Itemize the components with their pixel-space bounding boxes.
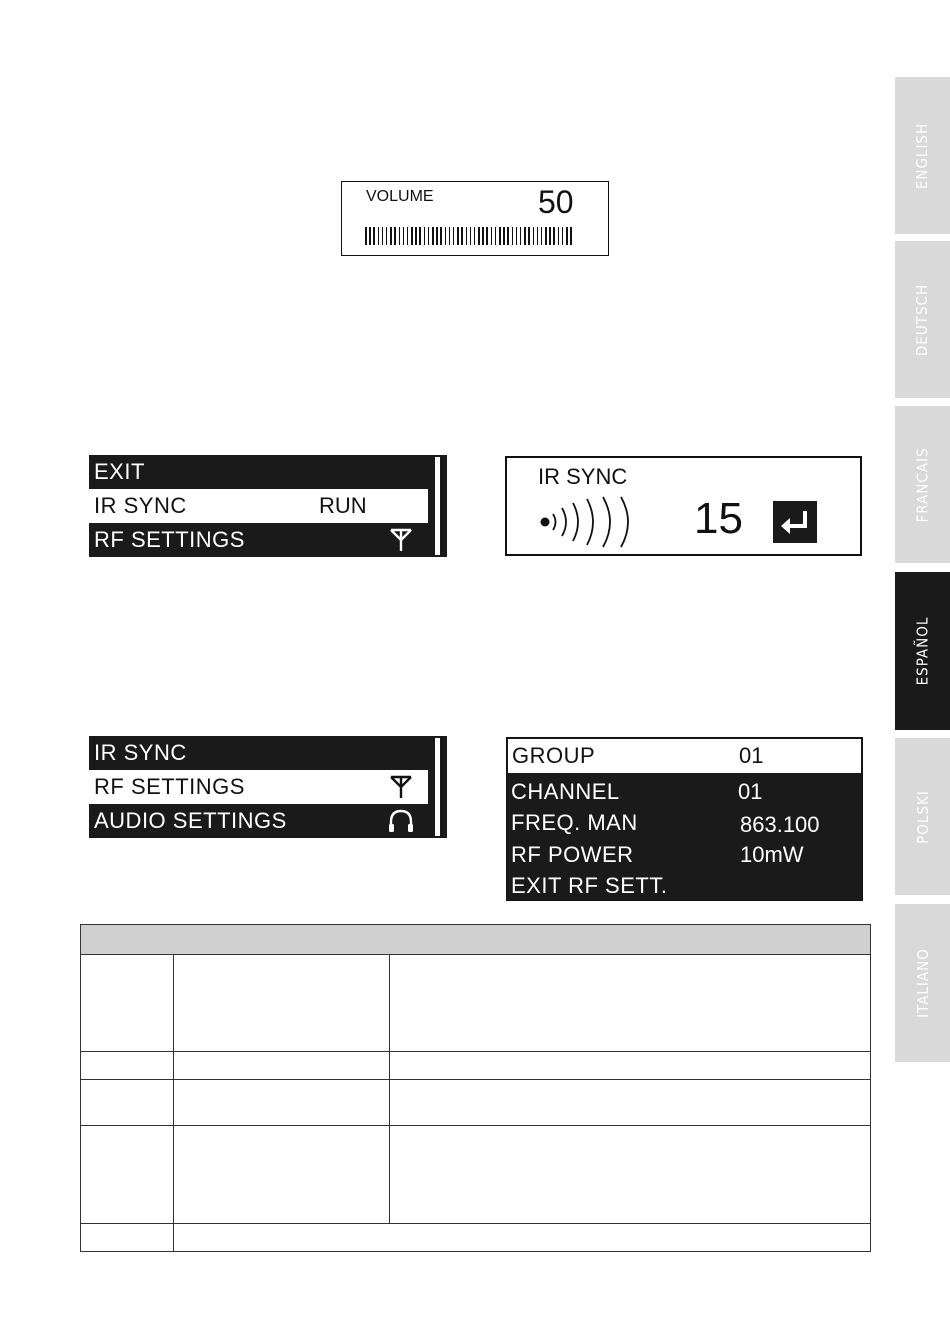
rf-row-label: GROUP <box>512 743 596 768</box>
lang-tab-label: FRANCAIS <box>913 446 932 523</box>
menu-item-rf-settings[interactable] <box>89 523 428 557</box>
volume-tick <box>512 227 514 245</box>
volume-tick <box>369 227 371 245</box>
volume-tick <box>445 227 447 245</box>
lang-tab-english[interactable] <box>895 77 950 234</box>
settings-table <box>80 924 871 1252</box>
rf-row-value: 863.100 <box>740 812 820 837</box>
table-divider <box>173 955 174 1252</box>
rf-row-channel[interactable] <box>507 775 862 808</box>
volume-tick <box>520 227 522 245</box>
menu-item-label: IR SYNC <box>94 740 187 765</box>
rf-row-label: RF POWER <box>511 842 634 867</box>
volume-value: 50 <box>538 184 574 220</box>
lang-tab-label: DEUTSCH <box>913 283 932 356</box>
rf-row-exit[interactable] <box>507 869 862 902</box>
antenna-icon <box>387 527 415 553</box>
volume-tick <box>449 227 451 245</box>
menu-ir-sync <box>89 455 447 557</box>
volume-tick <box>403 227 405 245</box>
lang-tab-label: ITALIANO <box>913 948 932 1018</box>
table-header <box>81 925 870 955</box>
volume-display <box>341 181 609 256</box>
lang-tab-italiano[interactable] <box>895 904 950 1062</box>
lang-tab-label: ENGLISH <box>913 122 932 189</box>
volume-tick <box>436 227 438 245</box>
volume-tick <box>478 227 480 245</box>
volume-tick <box>415 227 417 245</box>
volume-tick <box>549 227 551 245</box>
volume-tick <box>373 227 375 245</box>
volume-tick <box>407 227 409 245</box>
volume-tick <box>499 227 501 245</box>
scrollbar-thumb[interactable] <box>435 738 440 768</box>
menu-item-label: EXIT <box>94 459 145 484</box>
volume-tick <box>378 227 380 245</box>
volume-tick <box>411 227 413 245</box>
lang-tab-francais[interactable] <box>895 406 950 563</box>
volume-tick <box>566 227 568 245</box>
rf-row-label: CHANNEL <box>511 779 620 804</box>
volume-tick <box>440 227 442 245</box>
antenna-icon <box>387 774 415 800</box>
volume-label: VOLUME <box>366 188 434 205</box>
volume-tick <box>537 227 539 245</box>
volume-tick <box>466 227 468 245</box>
volume-tick <box>491 227 493 245</box>
volume-tick <box>470 227 472 245</box>
menu-item-ir-sync[interactable] <box>89 736 428 770</box>
volume-tick <box>365 227 367 245</box>
scrollbar[interactable] <box>428 455 447 557</box>
rf-row-value: 01 <box>738 779 763 804</box>
volume-tick <box>533 227 535 245</box>
volume-tick <box>382 227 384 245</box>
volume-tick <box>457 227 459 245</box>
ir-sync-display <box>505 456 862 556</box>
rf-row-label: FREQ. MAN <box>511 810 638 835</box>
volume-tick <box>419 227 421 245</box>
volume-tick <box>562 227 564 245</box>
volume-tick <box>424 227 426 245</box>
volume-tick <box>394 227 396 245</box>
rf-settings-display <box>506 737 863 901</box>
volume-tick <box>399 227 401 245</box>
menu-item-label: RF SETTINGS <box>94 774 245 799</box>
rf-row-rf-power[interactable] <box>507 838 862 871</box>
volume-tick <box>386 227 388 245</box>
table-divider <box>81 1079 870 1080</box>
volume-tick <box>570 227 572 245</box>
volume-tick <box>428 227 430 245</box>
menu-item-label: IR SYNC <box>94 493 187 518</box>
ir-sync-countdown: 15 <box>694 494 743 543</box>
menu-item-audio-settings[interactable] <box>89 804 428 838</box>
volume-tick <box>503 227 505 245</box>
rf-row-label: EXIT RF SETT. <box>511 873 668 898</box>
rf-row-value: 10mW <box>740 842 804 867</box>
volume-tick <box>474 227 476 245</box>
ir-waves-icon <box>535 494 655 550</box>
volume-tick <box>482 227 484 245</box>
volume-tick <box>545 227 547 245</box>
lang-tab-deutsch[interactable] <box>895 241 950 398</box>
volume-tick <box>558 227 560 245</box>
rf-row-value: 01 <box>739 743 764 768</box>
lang-tab-label: POLSKI <box>913 789 932 844</box>
scrollbar-thumb[interactable] <box>435 457 440 487</box>
volume-tick <box>541 227 543 245</box>
lang-tab-polski[interactable] <box>895 738 950 895</box>
table-divider <box>389 955 390 1223</box>
menu-item-label: RF SETTINGS <box>94 527 245 552</box>
menu-item-value: RUN <box>319 493 367 518</box>
rf-row-freq-man[interactable] <box>507 806 862 839</box>
enter-icon[interactable] <box>773 501 817 543</box>
lang-tab-label: ESPAÑOL <box>913 616 932 686</box>
volume-tick <box>390 227 392 245</box>
ir-sync-label: IR SYNC <box>538 464 628 489</box>
volume-level-bar <box>365 227 574 245</box>
menu-item-exit[interactable] <box>89 455 428 489</box>
table-divider <box>81 1051 870 1052</box>
table-divider <box>81 1125 870 1126</box>
lang-tab-espanol[interactable] <box>895 572 950 730</box>
headphones-icon <box>387 808 415 834</box>
scrollbar[interactable] <box>428 736 447 838</box>
menu-item-label: AUDIO SETTINGS <box>94 808 287 833</box>
volume-tick <box>528 227 530 245</box>
volume-tick <box>486 227 488 245</box>
volume-tick <box>453 227 455 245</box>
menu-item-ir-sync[interactable] <box>89 489 428 523</box>
volume-tick <box>432 227 434 245</box>
rf-row-group[interactable] <box>508 739 861 773</box>
volume-tick <box>507 227 509 245</box>
volume-tick <box>516 227 518 245</box>
menu-rf-settings <box>89 736 447 838</box>
volume-tick <box>553 227 555 245</box>
volume-tick <box>461 227 463 245</box>
volume-tick <box>495 227 497 245</box>
volume-tick <box>524 227 526 245</box>
menu-item-rf-settings[interactable] <box>89 770 428 804</box>
table-divider <box>81 1223 870 1224</box>
